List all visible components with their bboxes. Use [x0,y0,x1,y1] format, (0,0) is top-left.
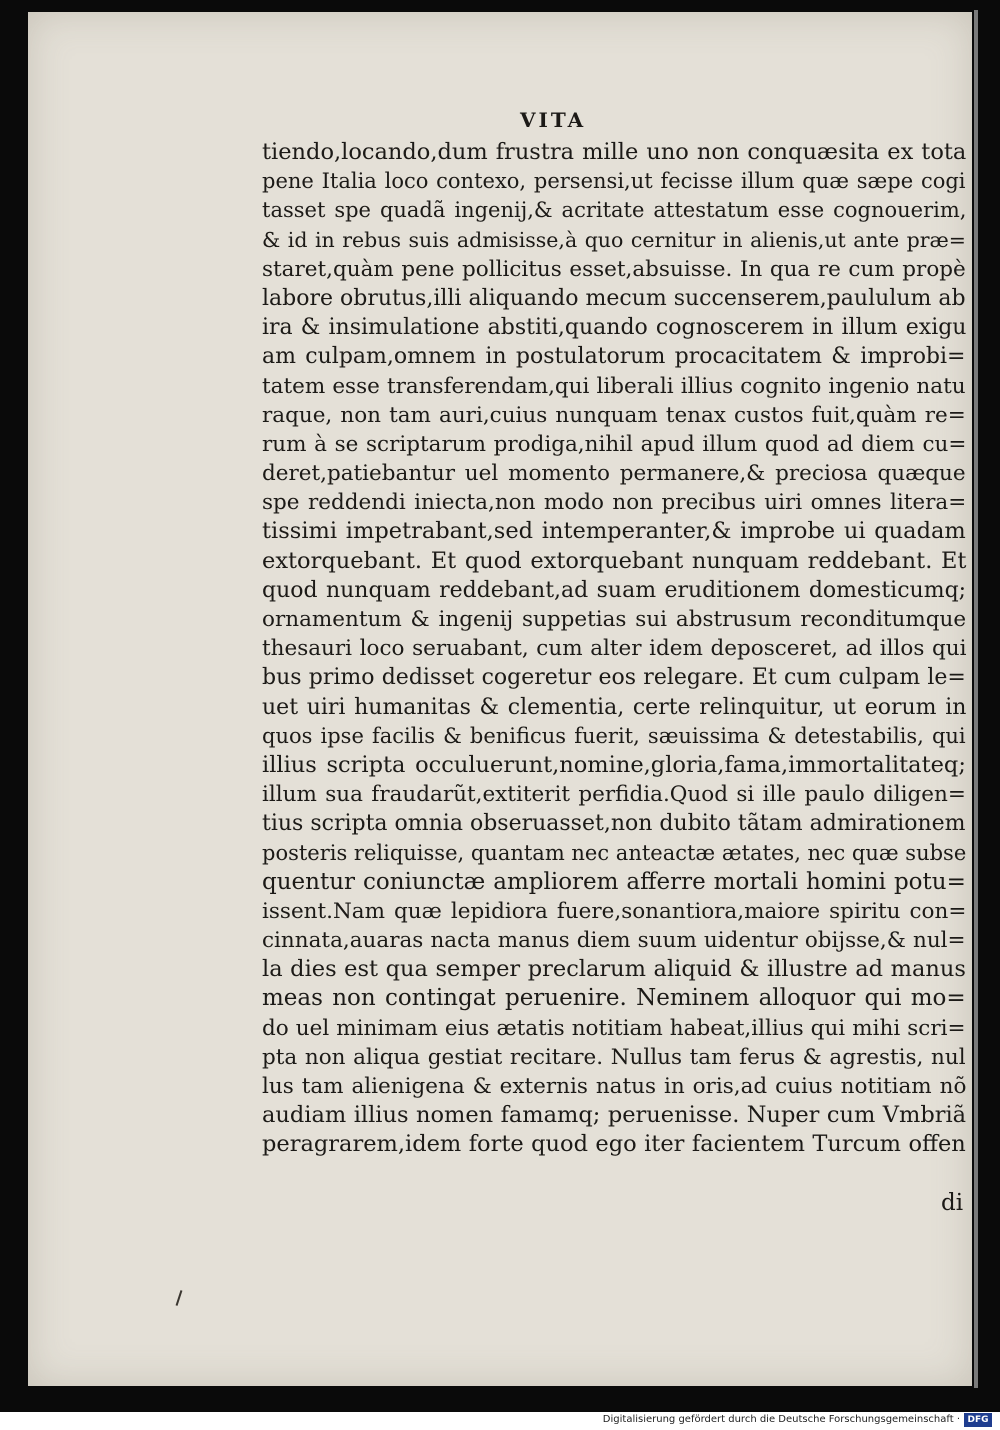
text-line: tasset spe quadã ingenij,& acritate attestatum esse cognouerim, [262,198,967,223]
text-line: tatem esse transferendam,qui liberali illius cognito ingenio natu [262,373,966,399]
text-line: spe reddendi iniecta,non modo non precibus uiri omnes litera= [262,490,967,516]
text-line: staret,quàm pene pollicitus esset,absuisse. In qua re cum propè [262,256,966,282]
text-line: meas non contingat peruenire. Neminem alloquor qui mo= [262,985,966,1012]
text-line: posteris reliquisse, quantam nec anteactæ ætates, nec quæ subse [262,840,967,865]
footer-bar [0,1412,1000,1430]
text-line: & id in rebus suis admisisse,à quo cernitur in alienis,ut ante præ= [262,227,966,252]
text-line: tius scripta omnia obseruasset,non dubito tãtam admirationem [262,811,966,837]
text-line: do uel minimam eius ætatis notitiam habeat,illius qui mihi scri= [262,1015,966,1041]
text-line: quod nunquam reddebant,ad suam eruditionem domesticumq; [262,577,967,603]
text-line: labore obrutus,illi aliquando mecum succenserem,paululum ab [262,285,966,311]
text-line: peragrarem,idem forte quod ego iter facientem Turcum offen [262,1131,966,1158]
text-line: bus primo dedisset cogeretur eos relegare. Et cum culpam le= [262,665,966,691]
text-line: pta non aliqua gestiat recitare. Nullus tam ferus & agrestis, nul [262,1044,966,1070]
running-head: VITA [520,108,587,132]
text-line: extorquebant. Et quod extorquebant nunquam reddebant. Et [262,547,967,574]
text-line: uet uiri humanitas & clementia, certe relinquitur, ut eorum in [262,694,967,720]
text-line: la dies est qua semper preclarum aliquid & illustre ad manus [262,956,966,983]
text-line: pene Italia loco contexo, persensi,ut fecisse illum quæ sæpe cogi [262,169,966,194]
funding-credit: Digitalisierung gefördert durch die Deutsche Forschungsgemeinschaft · [602,1414,960,1425]
text-line: thesauri loco seruabant, cum alter idem deposceret, ad illos qui [262,636,967,662]
text-line: tissimi impetrabant,sed intemperanter,& improbe ui quadam [262,518,966,545]
text-line: quentur coniunctæ ampliorem afferre mortali homini potu= [262,868,966,895]
text-line: lus tam alienigena & externis natus in oris,ad cuius notitiam nõ [262,1074,967,1099]
text-line: cinnata,auaras nacta manus diem suum uidentur obijsse,& nul= [262,928,966,954]
text-line: rum à se scriptarum prodiga,nihil apud illum quod ad diem cu= [262,431,967,457]
text-line: deret,patiebantur uel momento permanere,& preciosa quæque [262,461,966,487]
text-line: audiam illius nomen famamq; peruenisse. Nuper cum Vmbriã [262,1102,967,1129]
catchword: di [941,1190,964,1216]
text-line: illum sua fraudarũt,extiterit perfidia.Quod si ille paulo diligen= [262,782,966,808]
text-line: illius scripta occuluerunt,nomine,gloria,fama,immortalitateq; [262,751,966,778]
text-line: ira & insimulatione abstiti,quando cognoscerem in illum exigu [262,315,967,341]
text-line: issent.Nam quæ lepidiora fuere,sonantiora,maiore spiritu con= [262,898,967,924]
dfg-logo-icon: DFG [964,1413,992,1427]
text-line: raque, non tam auri,cuius nunquam tenax custos fuit,quàm re= [262,402,966,428]
text-line: ornamentum & ingenij suppetias sui abstrusum reconditumque [262,607,967,632]
text-line: tiendo,locando,dum frustra mille uno non conquæsita ex tota [262,139,967,165]
page-edge [974,10,978,1388]
text-line: quos ipse facilis & benificus fuerit, sæuissima & detestabilis, qui [262,723,966,748]
body-text [262,138,966,1160]
text-line: am culpam,omnem in postulatorum procacitatem & improbi= [262,344,966,370]
